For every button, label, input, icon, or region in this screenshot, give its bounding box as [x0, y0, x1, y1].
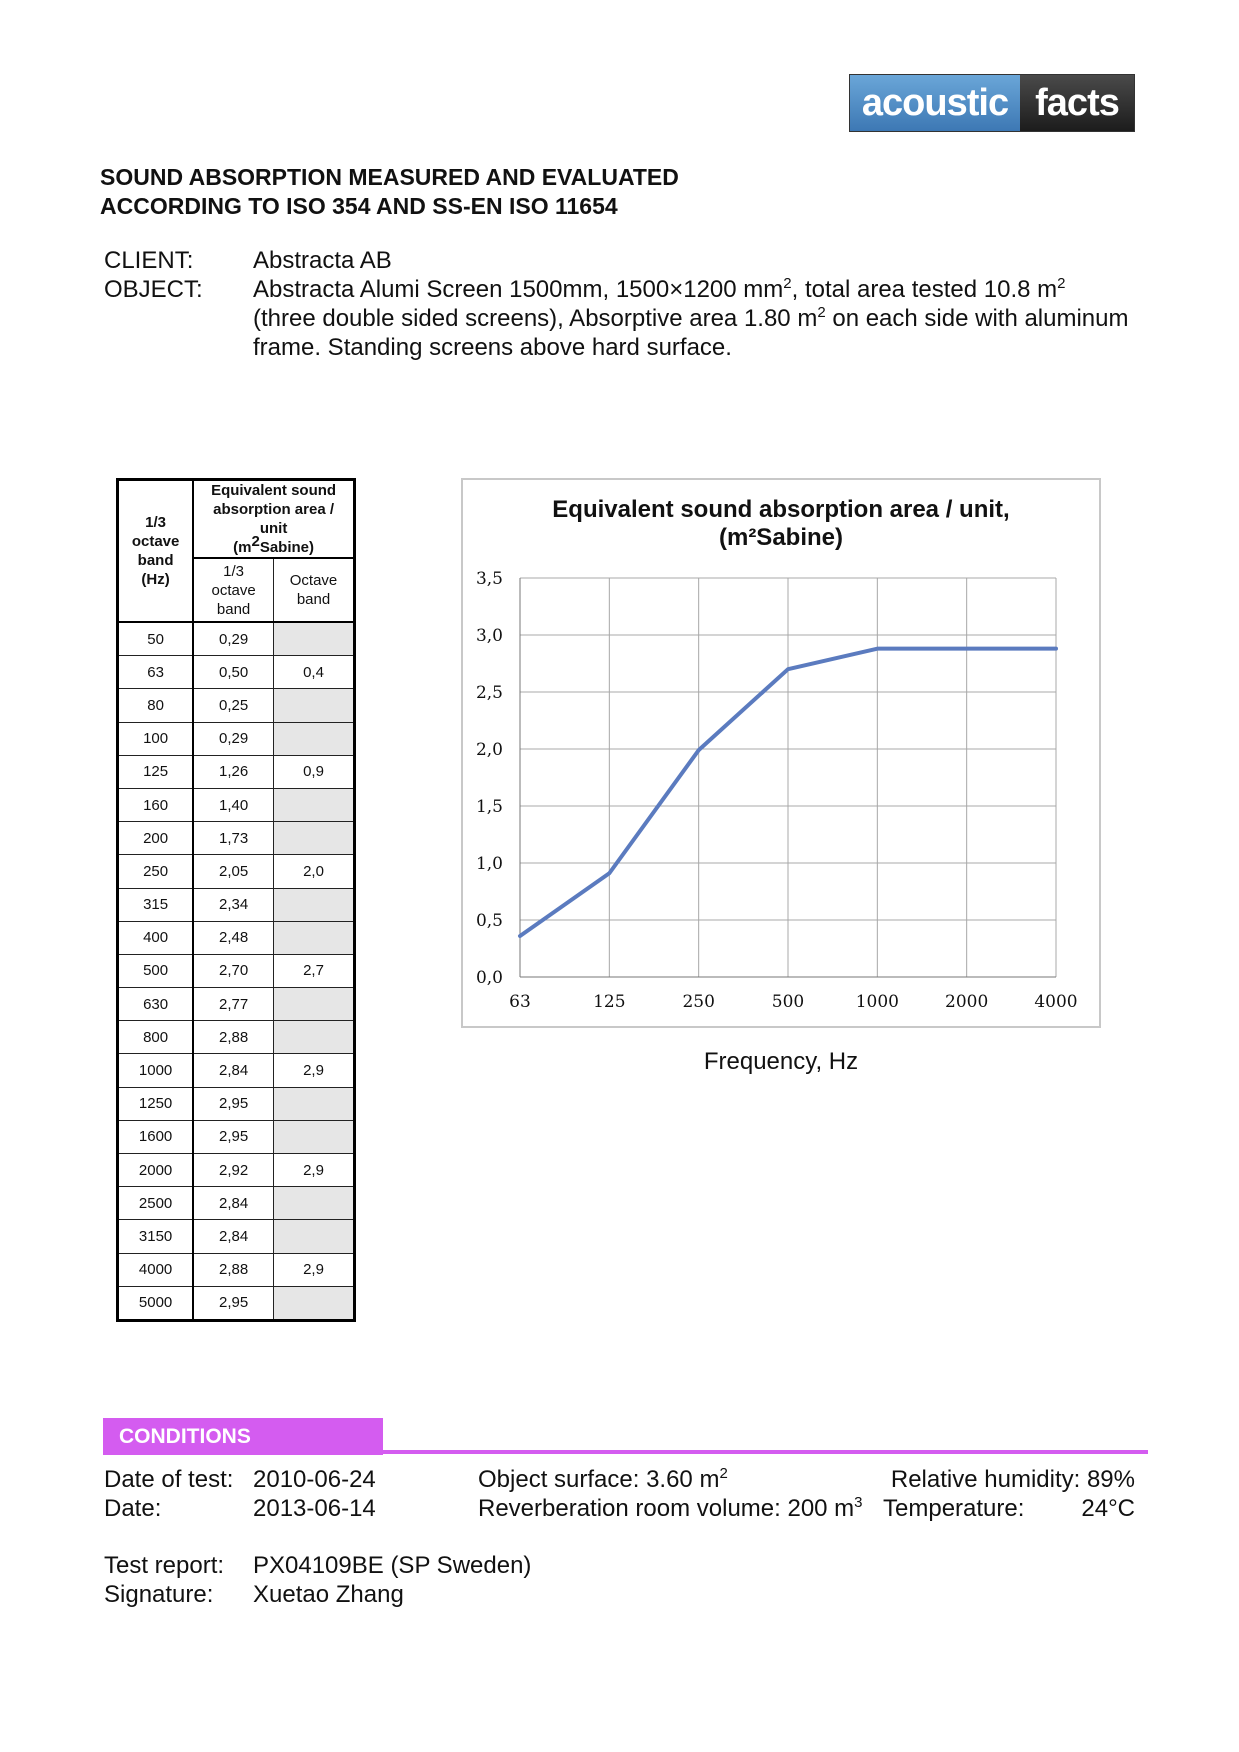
cell-frequency: 4000	[118, 1253, 194, 1286]
cell-octave	[274, 921, 355, 954]
date-of-test-value: 2010-06-24	[253, 1466, 376, 1493]
chart	[461, 478, 1101, 1028]
y-tick-label: 0,5	[475, 911, 503, 931]
cell-third-octave: 0,29	[193, 722, 273, 755]
logo	[849, 74, 1135, 132]
y-tick-label: 2,5	[475, 683, 503, 703]
cell-frequency: 250	[118, 855, 194, 888]
cell-frequency: 1600	[118, 1120, 194, 1153]
table-row	[118, 954, 355, 987]
cell-frequency: 800	[118, 1021, 194, 1054]
cell-third-octave: 2,77	[193, 988, 273, 1021]
table-row	[118, 822, 355, 855]
col-frequency-header: 1/3 octave band (Hz)	[118, 480, 194, 623]
table-row	[118, 855, 355, 888]
table-row	[118, 622, 355, 656]
y-tick-label: 0,0	[475, 968, 503, 988]
table-row	[118, 1120, 355, 1153]
y-tick-label: 1,0	[475, 854, 503, 874]
cell-octave: 2,9	[274, 1154, 355, 1187]
cell-third-octave: 2,84	[193, 1054, 273, 1087]
conditions-tab: CONDITIONS	[103, 1418, 383, 1455]
cell-frequency: 1000	[118, 1054, 194, 1087]
table-row	[118, 888, 355, 921]
cell-third-octave: 2,95	[193, 1286, 273, 1320]
cell-third-octave: 2,88	[193, 1021, 273, 1054]
cell-third-octave: 2,48	[193, 921, 273, 954]
cell-octave	[274, 722, 355, 755]
signature-label: Signature:	[104, 1581, 214, 1608]
cell-frequency: 100	[118, 722, 194, 755]
cell-frequency: 50	[118, 622, 194, 656]
col-third-octave-header: 1/3 octave band	[193, 558, 273, 622]
temperature-value: 24°C	[1081, 1495, 1135, 1522]
cell-third-octave: 2,34	[193, 888, 273, 921]
y-tick-label: 3,5	[475, 569, 503, 589]
reverberation-volume: Reverberation room volume: 200 $m^3$	[478, 1494, 863, 1522]
table-row	[118, 1220, 355, 1253]
page-title	[100, 163, 679, 221]
cell-octave	[274, 988, 355, 1021]
cell-octave: 2,9	[274, 1054, 355, 1087]
y-tick-label: 3,0	[475, 626, 503, 646]
cell-third-octave: 0,50	[193, 656, 273, 689]
table-body	[118, 622, 355, 1320]
client-value: Abstracta AB	[253, 247, 392, 274]
table-row	[118, 1187, 355, 1220]
cell-octave	[274, 689, 355, 722]
object-surface: Object surface: 3.60 $m^2$	[478, 1465, 728, 1493]
table-row	[118, 689, 355, 722]
x-tick-label: 500	[771, 992, 805, 1012]
table-row	[118, 722, 355, 755]
logo-right: facts	[1020, 75, 1134, 131]
table-row	[118, 1087, 355, 1120]
cell-frequency: 5000	[118, 1286, 194, 1320]
cell-frequency: 3150	[118, 1220, 194, 1253]
cell-frequency: 2000	[118, 1154, 194, 1187]
chart-x-axis-label: Frequency, Hz	[703, 1048, 859, 1075]
cell-third-octave: 2,84	[193, 1220, 273, 1253]
chart-title: Equivalent sound absorption area / unit, (m²Sabine)	[552, 496, 1010, 551]
cell-octave	[274, 1220, 355, 1253]
cell-frequency: 200	[118, 822, 194, 855]
cell-third-octave: 2,70	[193, 954, 273, 987]
table-row	[118, 1054, 355, 1087]
conditions-divider	[383, 1450, 1148, 1454]
signature-value: Xuetao Zhang	[253, 1581, 404, 1608]
cell-frequency: 160	[118, 788, 194, 821]
cell-frequency: 630	[118, 988, 194, 1021]
cell-third-octave: 0,29	[193, 622, 273, 656]
table-row	[118, 1253, 355, 1286]
x-tick-label: 63	[509, 992, 531, 1012]
cell-third-octave: 1,26	[193, 755, 273, 788]
client-label: CLIENT:	[104, 247, 194, 274]
table-row	[118, 1021, 355, 1054]
x-tick-label: 250	[682, 992, 715, 1012]
cell-third-octave: 1,73	[193, 822, 273, 855]
cell-frequency: 80	[118, 689, 194, 722]
table-row	[118, 656, 355, 689]
col-main-header: Equivalent sound absorption area / unit $(m^2Sabine)$	[193, 480, 354, 559]
logo-left: acoustic	[850, 75, 1020, 131]
cell-third-octave: 2,92	[193, 1154, 273, 1187]
title-line-1: SOUND ABSORPTION MEASURED AND EVALUATED	[100, 164, 679, 190]
cell-frequency: 125	[118, 755, 194, 788]
cell-octave	[274, 1087, 355, 1120]
table-row	[118, 921, 355, 954]
cell-octave	[274, 1120, 355, 1153]
table-row	[118, 788, 355, 821]
cell-octave	[274, 822, 355, 855]
cell-octave: 0,9	[274, 755, 355, 788]
cell-frequency: 63	[118, 656, 194, 689]
date-of-test-label: Date of test:	[104, 1466, 234, 1493]
cell-octave: 2,0	[274, 855, 355, 888]
cell-third-octave: 2,95	[193, 1120, 273, 1153]
title-line-2: ACCORDING TO ISO 354 AND SS-EN ISO 11654	[100, 193, 618, 219]
cell-frequency: 2500	[118, 1187, 194, 1220]
cell-octave	[274, 888, 355, 921]
cell-frequency: 500	[118, 954, 194, 987]
col-octave-header: Octave band	[274, 558, 355, 622]
date-value: 2013-06-14	[253, 1495, 376, 1522]
cell-octave: 2,7	[274, 954, 355, 987]
date-label: Date:	[104, 1495, 162, 1522]
cell-frequency: 400	[118, 921, 194, 954]
cell-third-octave: 2,88	[193, 1253, 273, 1286]
cell-frequency: 1250	[118, 1087, 194, 1120]
y-tick-label: 2,0	[475, 740, 503, 760]
x-tick-label: 1000	[855, 992, 899, 1012]
cell-third-octave: 2,84	[193, 1187, 273, 1220]
cell-octave: 0,4	[274, 656, 355, 689]
x-tick-label: 4000	[1034, 992, 1078, 1012]
test-report-label: Test report:	[104, 1552, 225, 1579]
absorption-table	[116, 478, 356, 1322]
cell-octave	[274, 1187, 355, 1220]
cell-third-octave: 1,40	[193, 788, 273, 821]
cell-octave	[274, 1021, 355, 1054]
cell-third-octave: 2,95	[193, 1087, 273, 1120]
table-row	[118, 755, 355, 788]
cell-third-octave: 0,25	[193, 689, 273, 722]
x-tick-label: 125	[593, 992, 626, 1012]
relative-humidity: Relative humidity: 89%	[890, 1466, 1135, 1493]
object-value: Abstracta Alumi Screen 1500mm, 1500×1200 $mm^2$, total area tested 10.8 $m^2$ (three double sided screens), Absorptive area 1.80 $m^2$ on each side with aluminum frame. Standing screens above hard surface.	[253, 275, 1129, 361]
table-row	[118, 988, 355, 1021]
table-row	[118, 1286, 355, 1320]
object-label: OBJECT:	[104, 276, 203, 303]
test-report-value: PX04109BE (SP Sweden)	[253, 1552, 532, 1579]
y-tick-label: 1,5	[475, 797, 503, 817]
temperature-label: Temperature:	[883, 1495, 1025, 1522]
cell-octave: 2,9	[274, 1253, 355, 1286]
x-tick-label: 2000	[945, 992, 989, 1012]
cell-octave	[274, 1286, 355, 1320]
chart-svg	[463, 480, 1099, 1026]
cell-third-octave: 2,05	[193, 855, 273, 888]
cell-octave	[274, 788, 355, 821]
table-row	[118, 1154, 355, 1187]
cell-octave	[274, 622, 355, 656]
cell-frequency: 315	[118, 888, 194, 921]
